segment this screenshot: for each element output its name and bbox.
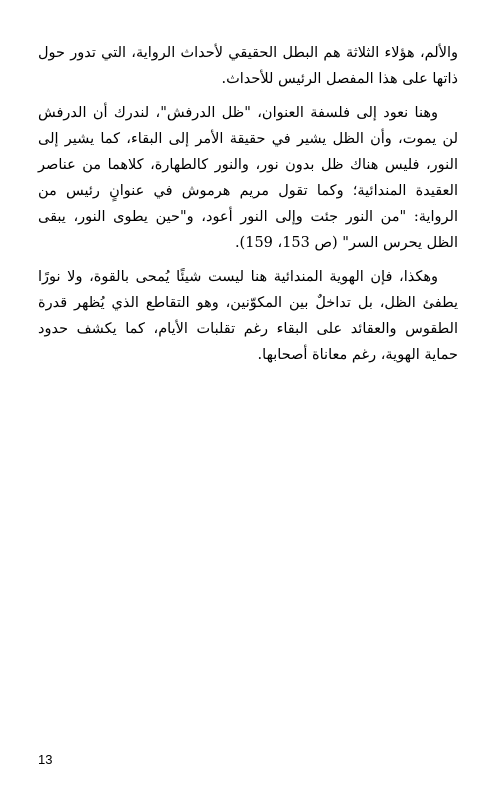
page-body bbox=[38, 40, 458, 376]
page-number: 13 bbox=[38, 752, 53, 767]
paragraph-2: وهنا نعود إلى فلسفة العنوان، "ظل الدرفش"، لندرك أن الدرفش لن يموت، وأن الظل يشير في حقيقة الأمر إلى البقاء، كما يشير إلى النور، فليس هناك ظل بدون نور، والنور كالطهارة، كلاهما من عناصر العقيدة المندائية؛ وكما تقول مريم هرموش في عنوانٍ رئيس من الرواية: "من النور جئت وإلى النور أعود، و"حين يطوى النور، يبقى الظل يحرس السر" (ص 153، 159). bbox=[38, 105, 458, 251]
paragraph-1: والألم، هؤلاء الثلاثة هم البطل الحقيقي لأحداث الرواية، التي تدور حول ذاتها على هذا المفصل الرئيس للأحداث. bbox=[38, 45, 458, 87]
paragraph-3: وهكذا، فإن الهوية المندائية هنا ليست شيئًا يُمحى بالقوة، ولا نورًا يطفئ الظل، بل تداخلٌ بين المكوّنين، وهو التقاطع الذي يُظهر قدرة الطقوس والعقائد على البقاء رغم تقلبات الأيام، كما يكشف حدود حماية الهوية، رغم معاناة أصحابها. bbox=[38, 269, 458, 363]
